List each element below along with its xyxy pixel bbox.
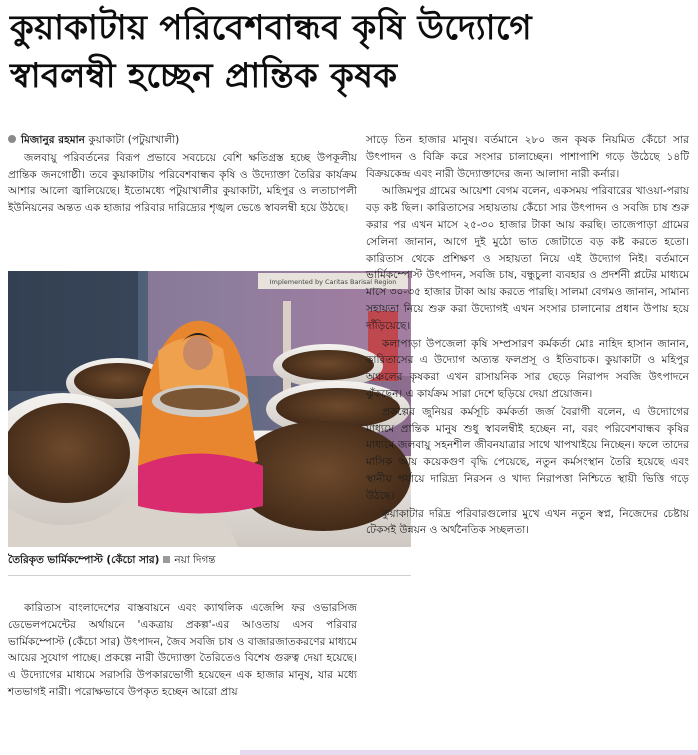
article-column-right (366, 132, 689, 539)
paragraph: কলাপাড়া উপজেলা কৃষি সম্প্রসারণ কর্মকর্তা মোঃ নাহিদ হাসান জানান, কারিতাসের এ উদ্যোগ অত্যন্ত ফলপ্রসূ ও ইতিবাচক। কুয়াকাটা ও মহিপুর অঞ্চলের কৃষকরা এখন রাসায়নিক সার ছেড়ে নিরাপদ সবজি উৎপাদনে ঝুঁকছেন। এ কার্যক্রম সারা দেশে ছড়িয়ে দেয়া প্রয়োজন। (366, 337, 689, 400)
headline-line-1: কুয়াকাটায় পরিবেশবান্ধব কৃষি উদ্যোগে (10, 8, 533, 48)
article-headline (10, 4, 690, 100)
page-bottom-bar (240, 750, 698, 755)
paragraph: প্রকল্পের জুনিয়র কর্মসূচি কর্মকর্তা জর্জ বৈরাগী বলেন, এ উদ্যোগের মাধ্যমে প্রান্তিক মানুষ শুধু স্বাবলম্বীই হচ্ছেন না, বরং পরিবেশবান্ধব কৃষির মাধ্যমে জলবায়ু সহনশীল জীবনযাত্রার সাথে খাপখাইয়ে নিচ্ছেন। ফলে তাদের মাসিক আয় কয়েকগুণ বৃদ্ধি পেয়েছে, নতুন কর্মসংস্থান তৈরি হয়েছে এবং স্থানীয় পর্যায়ে দারিদ্র্য নিরসন ও খাদ্য নিরাপত্তা নিশ্চিতে স্থায়ী ভিত্তি গড়ে উঠছে। (366, 405, 689, 502)
photo-banner-text: Implemented by Caritas Barisal Region (269, 278, 397, 286)
article-column-left-top (8, 132, 357, 217)
caption-separator-icon (163, 556, 170, 563)
paragraph: জলবায়ু পরিবর্তনের বিরূপ প্রভাবে সবচেয়ে বেশি ক্ষতিগ্রস্ত হচ্ছে উপকূলীয় প্রান্তিক জনগোষ্ঠী। তবে কুয়াকাটায় পরিবেশবান্ধব কৃষি ও উদ্যোক্তা তৈরির কার্যক্রম আশার আলো জ্বালিয়েছে। ইতোমধ্যে পটুয়াখালীর কুয়াকাটা, মহিপুর ও লতাচাপলী ইউনিয়নের অন্তত এক হাজার পরিবার দারিদ্র্যের শৃঙ্খল ভেঙে স্বাবলম্বী হয়ে উঠছে। (8, 151, 357, 215)
byline (8, 132, 357, 149)
article-column-left-bottom (8, 600, 357, 701)
paragraph: আজিমপুর গ্রামের আয়েশা বেগম বলেন, একসময় পরিবারের খাওয়া-পরায় বড় কষ্ট ছিল। কারিতাসের সহায়তায় কেঁচো সার উৎপাদন ও সবজি চাষ শুরু করার পর এখন মাসে ২৫-৩০ হাজার টাকা আয় করছি। তাজেপাড়া গ্রামের সেলিনা জানান, আগে দুই মুঠো ভাত জোটাতে বড় কষ্ট করতে হতো। কারিতাস থেকে প্রশিক্ষণ ও সহায়তা নিয়ে এই উদ্যোগ নিই। বর্তমানে ভার্মিকম্পোস্ট উৎপাদন, সবজি চাষ, বন্ধুচুলা ব্যবহার ও প্রদর্শনী প্লটের মাধ্যমে মাসে ৩০-৩৫ হাজার টাকা আয় করতে পারছি। সালমা বেগমও জানান, সামান্য সহায়তা নিয়ে শুরু করা উদ্যোগই এখন সংসার চালানোর প্রধান উপায় হয়ে দাঁড়িয়েছে। (366, 185, 689, 332)
byline-bullet-icon (8, 135, 16, 143)
byline-location: কুয়াকাটা (পটুয়াখালী) (84, 134, 180, 146)
vermicompost-photo-illustration (8, 271, 411, 547)
photo-caption-row (8, 552, 411, 568)
article-photo (8, 271, 411, 547)
paragraph: সাড়ে তিন হাজার মানুষ। বর্তমানে ২৮০ জন কৃষক নিয়মিত কেঁচো সার উৎপাদন ও বিক্রি করে সংসার চালাচ্ছেন। পাশাপাশি গড়ে উঠেছে ১৪টি বিক্রয়কেন্দ্র এবং নারী উদ্যোক্তাদের জন্য আলাদা নারী কর্নার। (366, 134, 689, 180)
caption-divider (8, 575, 411, 576)
paragraph: কারিতাস বাংলাদেশের বাস্তবায়নে এবং ক্যাথলিক এজেন্সি ফর ওভারসিজ ডেভেলপমেন্টের অর্থায়নে 'একত্রায় প্রকল্প'-এর আওতায় এসব পরিবার ভার্মিকম্পোস্ট (কেঁচো সার) উৎপাদন, জৈব সবজি চাষ ও বাজারজাতকরণের মাধ্যমে আয়ের সুযোগ পাচ্ছে। প্রকল্পে নারী উদ্যোক্তা তৈরিতেও বিশেষ গুরুত্ব দেয়া হয়েছে। এ উদ্যোগের মাধ্যমে সরাসরি উপকারভোগী হয়েছেন এক হাজার মানুষ, যার মধ্যে শতভাগই নারী। পরোক্ষভাবে উপকৃত হচ্ছেন আরো প্রায় (8, 602, 357, 698)
photo-caption: তৈরিকৃত ভার্মিকম্পোস্ট (কেঁচো সার) (8, 554, 160, 566)
headline-line-2: স্বাবলম্বী হচ্ছেন প্রান্তিক কৃষক (10, 56, 398, 96)
paragraph: কুয়াকাটার দরিদ্র পরিবারগুলোর মুখে এখন নতুন স্বপ্ন, নিজেদের চেষ্টায় টেকসই উন্নয়ন ও অর্থনৈতিক সচ্ছলতা। (366, 507, 689, 537)
photo-credit: নয়া দিগন্ত (174, 554, 216, 566)
byline-author: মিজানুর রহমান (21, 134, 85, 146)
